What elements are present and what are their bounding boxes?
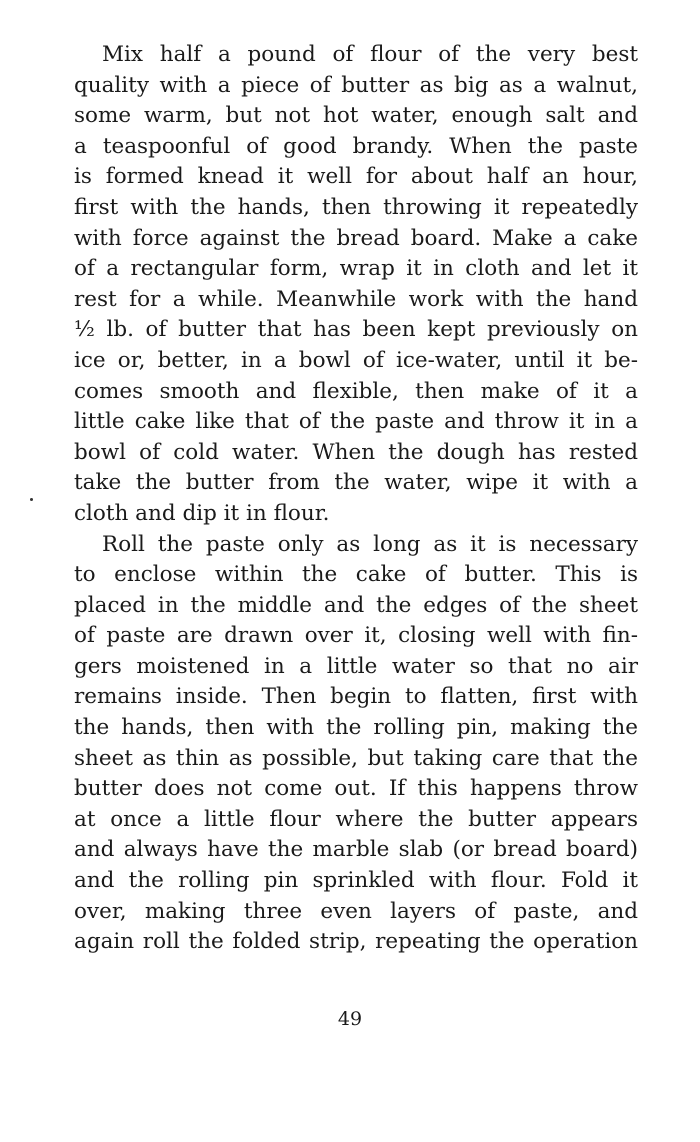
text-line: and always have the marble slab (or bread board) bbox=[74, 837, 638, 863]
text-line: placed in the middle and the edges of the sheet bbox=[74, 592, 638, 618]
text-line: gers moistened in a little water so that no air bbox=[74, 653, 638, 679]
text-line: with force against the bread board. Make a cake bbox=[74, 225, 638, 251]
text-line: some warm, but not hot water, enough salt and bbox=[74, 103, 638, 129]
text-line: again roll the folded strip, repeating the operation bbox=[74, 929, 638, 955]
text-line: of a rectangular form, wrap it in cloth and let it bbox=[74, 256, 638, 282]
text-line: first with the hands, then throwing it repeatedly bbox=[74, 194, 638, 220]
text-line: Mix half a pound of flour of the very best bbox=[102, 42, 638, 67]
text-line: over, making three even layers of paste, and bbox=[74, 898, 638, 924]
text-line: comes smooth and flexible, then make of it a bbox=[74, 378, 638, 404]
text-line: remains inside. Then begin to flatten, first with bbox=[74, 684, 638, 710]
text-line: ice or, better, in a bowl of ice-water, until it be- bbox=[74, 347, 638, 373]
text-line: ½ lb. of butter that has been kept previously on bbox=[74, 317, 638, 343]
text-line: to enclose within the cake of butter. This is bbox=[74, 562, 638, 588]
page-number: 49 bbox=[337, 1008, 363, 1030]
text-line: and the rolling pin sprinkled with flour. Fold it bbox=[74, 868, 638, 894]
text-line: a teaspoonful of good brandy. When the paste bbox=[74, 133, 638, 159]
text-line: bowl of cold water. When the dough has rested bbox=[74, 439, 638, 465]
text-line: rest for a while. Meanwhile work with the hand bbox=[74, 286, 638, 312]
print-speck bbox=[30, 498, 33, 501]
text-line: take the butter from the water, wipe it with a bbox=[74, 470, 638, 496]
text-line: butter does not come out. If this happens throw bbox=[74, 776, 638, 802]
text-line: little cake like that of the paste and throw it in a bbox=[74, 409, 638, 435]
text-line: cloth and dip it in flour. bbox=[74, 500, 330, 526]
text-line: is formed knead it well for about half an hour, bbox=[74, 164, 638, 190]
text-line: quality with a piece of butter as big as a walnut, bbox=[74, 72, 638, 98]
text-line: of paste are drawn over it, closing well with fin- bbox=[74, 623, 638, 649]
body-text bbox=[74, 40, 638, 958]
text-line: sheet as thin as possible, but taking care that the bbox=[74, 745, 638, 771]
text-line: at once a little flour where the butter appears bbox=[74, 806, 638, 832]
text-line: the hands, then with the rolling pin, making the bbox=[74, 715, 638, 741]
text-line: Roll the paste only as long as it is necessary bbox=[102, 531, 638, 557]
